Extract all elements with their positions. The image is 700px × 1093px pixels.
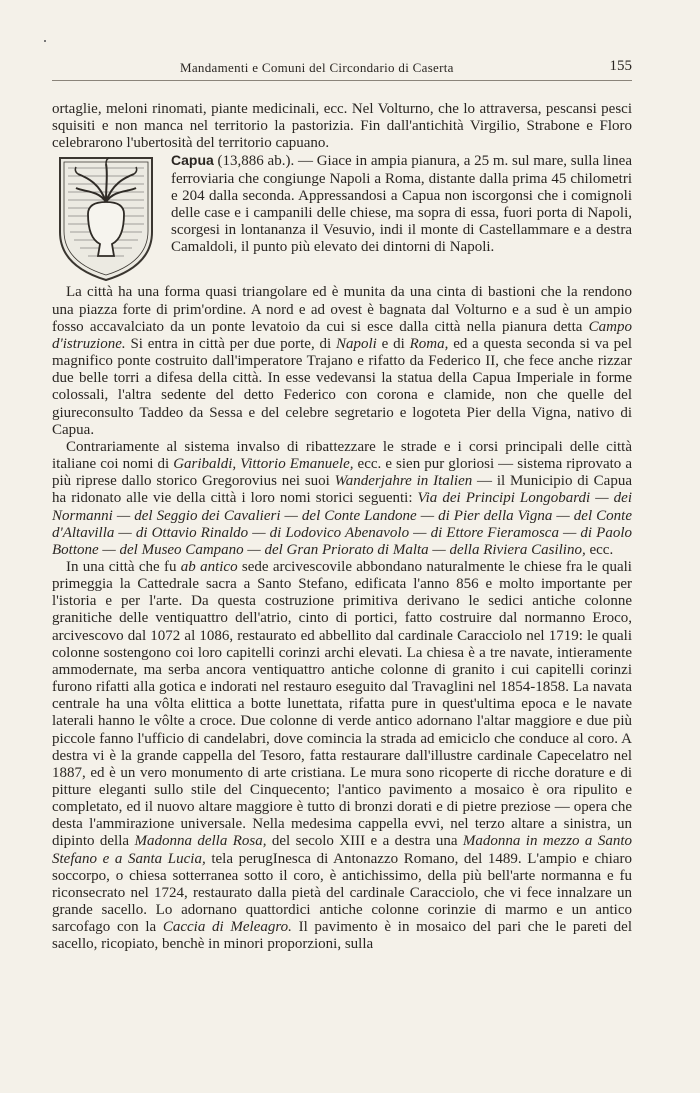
- italic-run: Napoli: [336, 335, 377, 352]
- text-run: In una città che fu: [66, 558, 181, 575]
- italic-run: Garibaldi, Vittorio Emanuele,: [173, 456, 354, 473]
- italic-run: Wanderjahre in Italien: [334, 473, 473, 490]
- paragraph-street-names: [52, 439, 632, 559]
- capua-description: (13,886 ab.). — Giace in ampia pianura, a 25 m. sul mare, sulla linea ferroviaria che congiunge Napoli a Roma, distante dalla prima 45 chilometri e 204 dalla seconda. Appressandosi a Capua non iscorgonsi che i comignoli delle case e i campanili delle chiese, ma sopra di essa, fuori porta di Napoli, scorgesi in lontananza il Vesuvio, indi il monte di Castellammare e a destra Camaldoli, il punto più elevato dei dintorni di Napoli.: [171, 153, 633, 256]
- capua-coat-of-arms-icon: [48, 154, 163, 284]
- italic-run: Madonna in mezzo a Santo Stefano e a Santa Lucia,: [52, 833, 632, 867]
- capua-lemma: Capua: [171, 152, 214, 169]
- text-run: ed a questa seconda si va pel magnifico ponte costruito dall'imperatore Trajano e rifatto da Federico II, che fece anche rizzar due belle torri a difesa della città. In esse vedevansi la statua della Capua Imperiale in forme colossali, l'altra sedente del detto Federico con corona e clamide, non che quelle del giureconsulto Taddeo da Sessa e del celebre segretario e logoteta Pier della Vigna, nativo di Capua.: [52, 335, 633, 438]
- text-run: La città ha una forma quasi triangolare ed è munita da una cinta di bastioni che la rendono una piazza forte di prim'ordine. A nord e ad ovest è bagnata dal Volturno e a sud è un ampio fosso accavalciato da un ponte levatoio da cui si esce dalla città nella pianura detta: [52, 284, 632, 335]
- running-title: Mandamenti e Comuni del Circondario di Caserta: [180, 60, 454, 75]
- text-run: tela perugInesca di Antonazzo Romano, del 1489. L'ampio e chiaro soccorpo, o chiesa sotterranea sotto il coro, è antichissimo, della più bell'arte normanna e fu riconsecrato nel 1724, restaurato dalla pietà del cardinale Caracciolo, che vi fece innalzare un grande sacello. Lo adornano quattordici antiche colonne corinzie di marmo e un antico sarcofago con la: [52, 850, 632, 936]
- page-header: [52, 60, 632, 81]
- text-run: sede arcivescovile abbondano naturalmente le chiese fra le quali primeggia la Cattedrale sacra a Santo Stefano, edificata l'anno 856 e molto importante per l'istoria e per l'arte. Da questa costruzione primitiva derivano le sedici antiche colonne granitiche delle ventiquattro dell'atrio, cinto di portici, fatto costruire dal normanno Eroco, arcivescovo dal 1072 al 1086, restaurato ed abbellito dal cardinale Caracciolo nel 1719: le quali colonne sostengono coi loro capitelli corinzi archi elevati. La chiesa è a tre navate, intieramente ammodernate, ma serba ancora ventiquattro antiche colonne di granito i cui capitelli corinzi furono rifatti alla gotica e indorati nel restauro eseguito dal Travaglini nel 1854-1858. La navata centrale ha una vôlta elittica a botte lunettata, rifatta pure in quest'ultima epoca e le navate laterali hanno le vôlte a croce. Due colonne di verde antico adornano l'altar maggiore e due più piccole fanno l'ufficio di candelabri, dove comincia la strada ad emiciclo che conduce al coro. A destra vi è la grande cappella del Tesoro, fatta restaurare dall'illustre cardinale Capecelatro nel 1887, ed è un vero monumento di arte cristiana. Le mura sono ricoperte di ricche dorature e di pitture eleganti sullo stile del Cinquecento; l'antico pavimento a mosaico è ora ripulito e completato, ed il nuovo altare maggiore è tutto di bronzi dorati e di pietre preziose — opera che desta l'ammirazione universale. Nella medesima cappella evvi, nel terzo altare a sinistra, un dipinto della: [52, 558, 632, 850]
- paragraph-city-form: [52, 284, 632, 438]
- body-text: [52, 101, 632, 954]
- text-run: e di: [376, 335, 410, 352]
- paragraph-intro: ortaglie, meloni rinomati, piante medicinali, ecc. Nel Volturno, che lo attraversa, pescansi pesci squisiti e non manca nel territorio la pastorizia. Fin dall'antichità Virgilio, Strabone e Floro celebrarono l'ubertosità del territorio capuano.: [52, 101, 632, 152]
- italic-run: Roma,: [409, 335, 449, 352]
- capua-entry: [52, 152, 632, 284]
- paragraph-cathedral: [52, 559, 632, 954]
- text-run: — il Municipio di Capua ha ridonato alle vie della città i loro nomi storici seguenti:: [52, 473, 632, 507]
- page-number: 155: [609, 58, 632, 74]
- text-run: Contrariamente al sistema invalso di ribattezzare le strade e i corsi principali delle città italiane coi nomi di: [52, 438, 632, 473]
- text-run: del secolo XIII e a destra una: [266, 833, 463, 850]
- italic-run: Campo d'istruzione.: [52, 318, 632, 352]
- text-run: ecc.: [585, 541, 614, 558]
- text-run: ecc. e sien pur gloriosi — sistema riprovato a più riprese dallo storico Gregorovius nei suoi: [52, 456, 632, 490]
- page-speck: [44, 40, 46, 42]
- italic-run: Madonna della Rosa,: [134, 833, 267, 850]
- italic-run: Caccia di Meleagro.: [162, 919, 292, 936]
- text-run: Il pavimento è in mosaico del pari che le pareti del sacello, ricopiato, benchè in minori proporzioni, sulla: [52, 919, 632, 953]
- text-run: Si entra in città per due porte, di: [125, 335, 336, 352]
- italic-run: ab antico: [180, 558, 238, 575]
- italic-run: Via dei Principi Longobardi — dei Normanni — del Seggio dei Cavalieri — del Conte Landone — di Pier della Vigna — del Conte d'Altavilla — di Ottavio Rinaldo — di Lodovico Abenavolo — di Ettore Fieramosca — di Paolo Bottone — del Museo Campano — del Gran Priorato di Malta — della Riviera Casilino,: [52, 490, 632, 558]
